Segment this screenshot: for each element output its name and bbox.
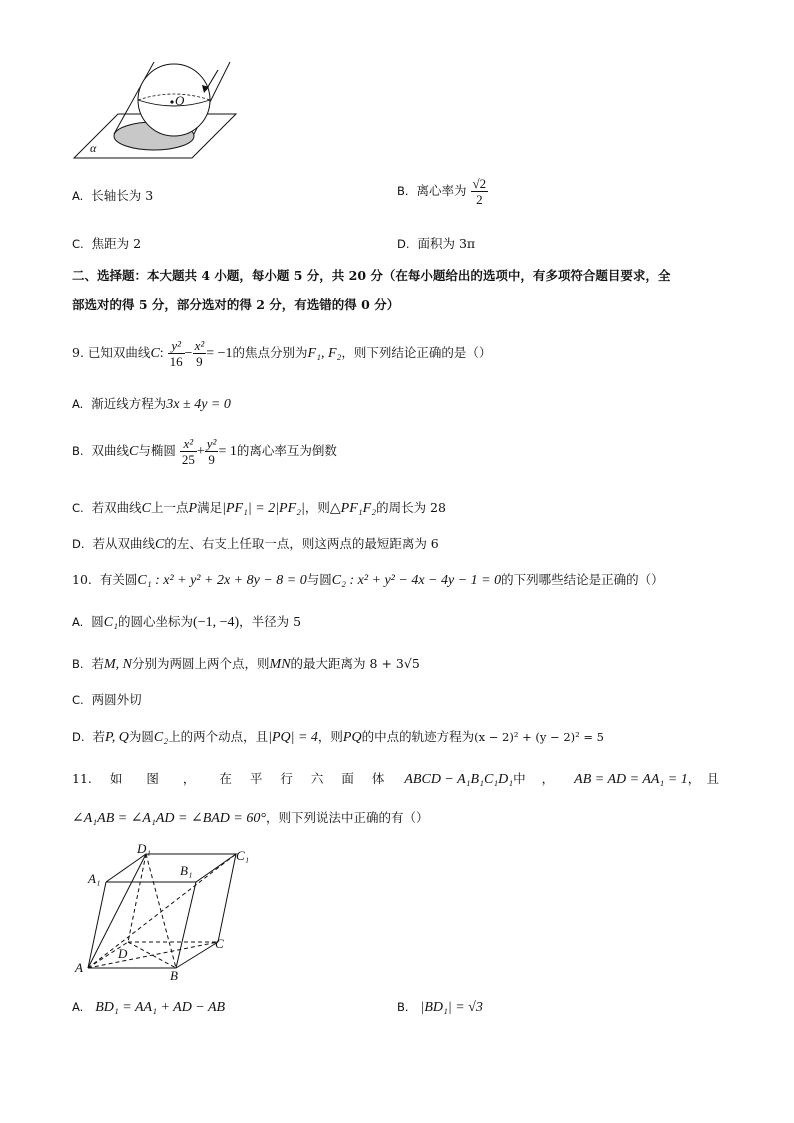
option-text: 面积为 3π <box>417 236 476 251</box>
vertex-label-a: A <box>75 960 83 975</box>
q11-option-a[interactable]: A. BD₁ = AA₁ + AD − AB <box>72 1000 226 1015</box>
q10-stem: 10. 有关圆C₁ : x² + y² + 2x + 8y − 8 = 0与圆C₂ : x² + y² − 4x − 4y − 1 = 0的下列哪些结论是正确的（） <box>72 572 664 588</box>
center-label: O <box>175 93 185 108</box>
q8-option-a[interactable] <box>72 187 153 205</box>
q9-option-d[interactable]: D. 若从双曲线C的左、右支上任取一点，则这两点的最短距离为 6 <box>72 536 439 552</box>
q9-option-a[interactable]: A. 渐近线方程为3x ± 4y = 0 <box>72 396 231 412</box>
vertex-label-c: C <box>215 936 224 951</box>
vertex-label-c1: C₁ <box>236 848 250 863</box>
q10-option-b[interactable]: B. 若M, N分别为两圆上两个点，则MN的最大距离为 8 + 3√5 <box>72 656 420 672</box>
option-text: 离心率为 <box>416 183 467 198</box>
question-number: 9. <box>72 345 84 360</box>
q8-option-d[interactable] <box>397 235 475 253</box>
fraction: $\frac{\text{x²}}{9}$ <box>194 338 205 369</box>
option-text: 焦距为 2 <box>91 236 142 251</box>
fraction: $\frac{\text{y²}}{16}$ <box>169 338 183 369</box>
fraction: $\frac{\text{y²}}{9}$ <box>206 436 217 467</box>
q9-option-b[interactable]: B. 双曲线C与椭圆 $\frac{\text{x²}}{25}$ + $\frac{\text{y²}}{9}$ = 1的离心率互为倒数 <box>72 436 337 467</box>
vertex-label-d1: D₁ <box>137 841 151 856</box>
option-letter: D. <box>397 237 410 251</box>
vertex-label-a1: A₁ <box>88 871 101 886</box>
q8-option-c[interactable] <box>72 235 141 253</box>
section-heading-line1: 二、选择题：本大题共 4 小题，每小题 5 分，共 20 分（在每小题给出的选项中，有多项符合题目要求，全 <box>72 268 671 283</box>
option-text: 长轴长为 3 <box>91 188 154 203</box>
vertex-label-b1: B₁ <box>180 863 193 878</box>
option-letter: A. <box>72 189 84 203</box>
section-heading-line2: 部选对的得 5 分，部分选对的得 2 分，有选错的得 0 分） <box>72 297 400 312</box>
q11-stem-line1: 11. 如 图 ， 在 平 行 六 面 体 ABCD − A₁B₁C₁D₁中 ， AB = AD = AA₁ = 1， 且 <box>72 771 720 787</box>
stem-text: 已知双曲线 <box>87 345 151 360</box>
vertex-label-b: B <box>170 968 178 983</box>
q8-option-b[interactable] <box>397 176 488 207</box>
q9-option-c[interactable]: C. 若双曲线C上一点P满足|PF₁| = 2|PF₂|，则△PF₁F₂的周长为 28 <box>72 500 446 516</box>
q11-option-b[interactable]: B. |BD₁| = √3 <box>397 1000 483 1015</box>
q10-option-c[interactable]: C. 两圆外切 <box>72 692 142 707</box>
fraction: $\frac{√2}{2}$ <box>472 176 487 207</box>
q10-option-a[interactable]: A. 圆C₁的圆心坐标为(−1, −4)，半径为 5 <box>72 614 302 630</box>
option-letter: C. <box>72 237 84 251</box>
q10-option-d[interactable]: D. 若P, Q为圆C₂上的两个动点，且|PQ| = 4，则PQ的中点的轨迹方程为(x − 2)² + (y − 2)² = 5 <box>72 729 604 745</box>
q11-stem-line2: ∠A₁AB = ∠A₁AD = ∠BAD = 60°，则下列说法中正确的有（） <box>72 810 429 826</box>
fraction: $\frac{\text{x²}}{25}$ <box>181 436 195 467</box>
q9-stem: 9. 已知双曲线C: $\frac{\text{y²}}{16}$ − $\frac{\text{x²}}{9}$ = −1的焦点分别为F₁, F₂，则下列结论正确的是（） <box>72 338 492 369</box>
plane-label: α <box>90 141 97 155</box>
option-letter: B. <box>397 184 409 198</box>
vertex-label-d: D <box>118 946 128 961</box>
